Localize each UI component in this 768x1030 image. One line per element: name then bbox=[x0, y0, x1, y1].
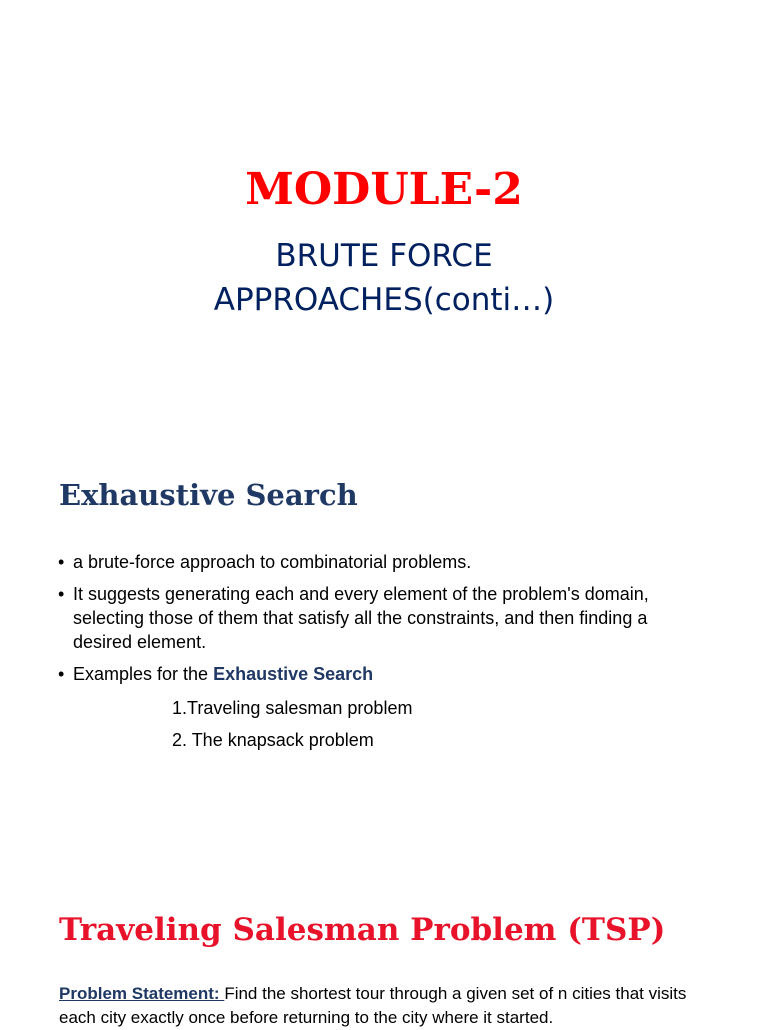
bullet-text: It suggests generating each and every element of the problem's domain, selecting those of them that satisfy all the constraints, and then finding a desired element. bbox=[73, 584, 649, 652]
bullet-icon: • bbox=[58, 584, 65, 604]
list-item bbox=[58, 662, 708, 686]
example-item: 2. The knapsack problem bbox=[172, 730, 374, 750]
title-slide bbox=[0, 0, 768, 440]
examples-highlight: Exhaustive Search bbox=[213, 664, 374, 684]
tsp-slide bbox=[0, 870, 768, 1027]
problem-statement-label: Problem Statement: bbox=[59, 984, 225, 1003]
subtitle-line-1: BRUTE FORCE bbox=[275, 238, 493, 274]
problem-statement-text: Find the shortest tour through a given set of n cities that visits each city exactly once before returning to the city where it started. bbox=[59, 984, 687, 1027]
bullet-icon: • bbox=[58, 552, 65, 572]
problem-statement bbox=[59, 982, 719, 1030]
list-item bbox=[58, 582, 708, 654]
bullet-list bbox=[58, 550, 708, 694]
section-heading: Exhaustive Search bbox=[59, 478, 358, 512]
example-item: 1.Traveling salesman problem bbox=[172, 698, 413, 718]
section-heading: Traveling Salesman Problem (TSP) bbox=[59, 912, 666, 948]
subtitle-line-2: APPROACHES(conti…) bbox=[213, 282, 555, 318]
module-subtitle bbox=[0, 234, 768, 322]
bullet-text: a brute-force approach to combinatorial problems. bbox=[73, 552, 472, 572]
exhaustive-search-slide bbox=[0, 440, 768, 870]
examples-prefix: Examples for the bbox=[73, 664, 214, 684]
list-item bbox=[58, 550, 708, 574]
module-title: MODULE-2 bbox=[245, 164, 523, 215]
bullet-icon: • bbox=[58, 664, 65, 684]
